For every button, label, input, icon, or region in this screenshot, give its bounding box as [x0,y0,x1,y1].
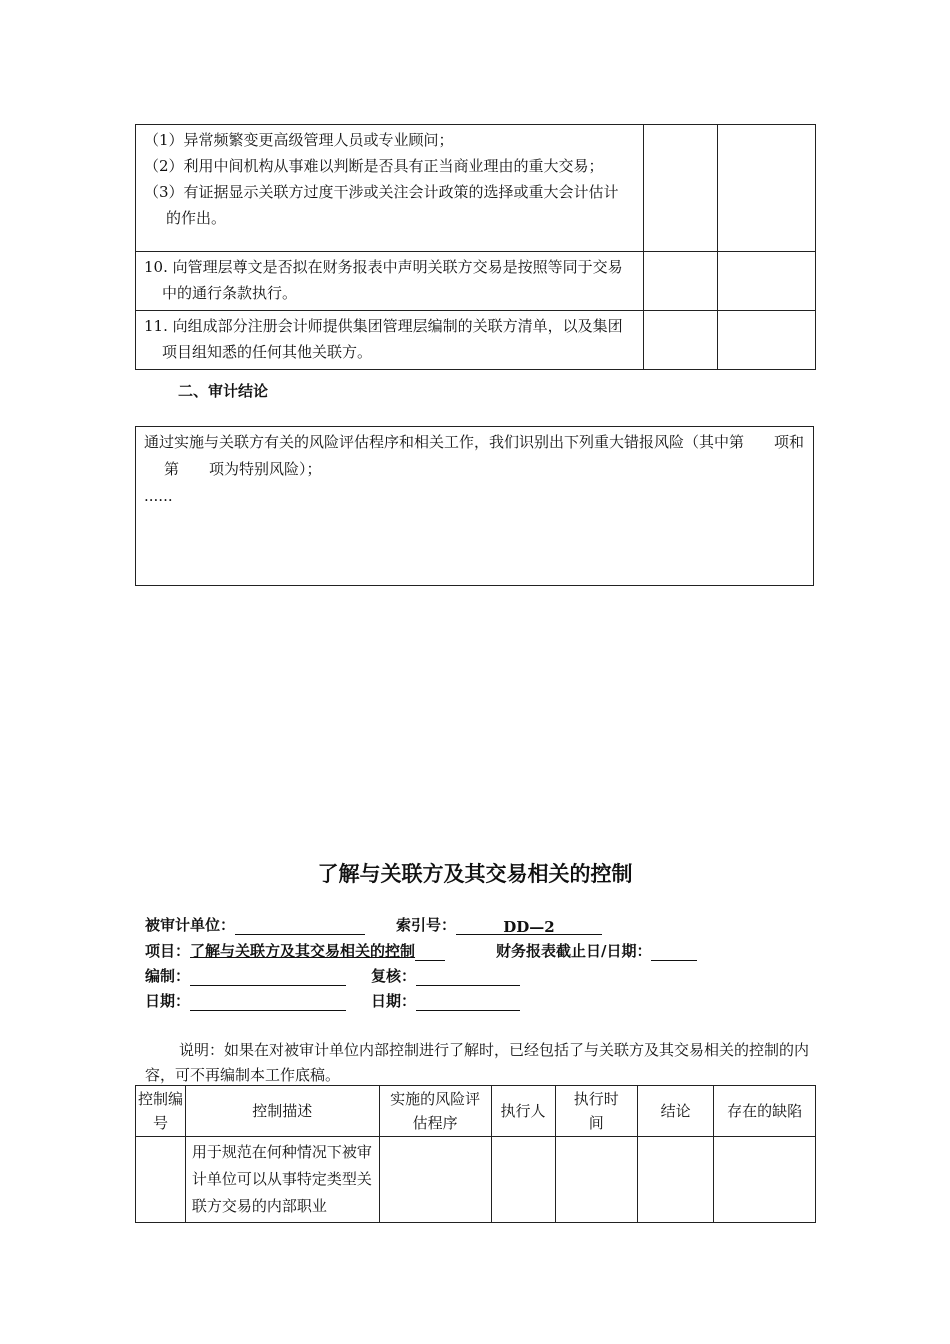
page-title: 了解与关联方及其交易相关的控制 [317,861,633,886]
project-field-tail [415,944,445,961]
date-field [190,994,346,1011]
list-item: （3）有证据显示关联方过度干涉或关注会计政策的选择或重大会计估计的作出。 [144,183,619,227]
reviewed-label: 复核： [371,967,417,985]
date-label-2: 日期： [371,992,417,1010]
checklist-item-11: 11. 向组成部分注册会计师提供集团管理层编制的关联方清单，以及集团项目组知悉的任何其他关联方。 [136,311,644,370]
empty-cell [644,311,718,370]
list-item: （2）利用中间机构从事难以判断是否具有正当商业理由的重大交易； [144,157,604,175]
index-line [396,914,602,935]
conclusion-text: 通过实施与关联方有关的风险评估程序和相关工作，我们识别出下列重大错报风险（其中第 项和第 项为特别风险）； [144,433,805,478]
prepared-field [190,969,346,986]
empty-cell [644,252,718,311]
index-value: DD—2 [503,918,555,936]
empty-cell [637,1137,713,1223]
empty-cell [718,252,816,311]
project-line [145,940,445,961]
note-text: 说明：如果在对被审计单位内部控制进行了解时，已经包括了与关联方及其交易相关的控制的内容，可不再编制本工作底稿。 [145,1041,810,1084]
project-label: 项目： [145,942,191,960]
empty-cell [714,1137,816,1223]
prepared-label: 编制： [145,967,191,985]
header-cell: 执行人 [491,1086,555,1137]
audited-unit-field [235,918,365,935]
audited-unit-label: 被审计单位： [145,916,236,934]
conclusion-box [135,426,814,586]
empty-cell [718,311,816,370]
checklist-table [135,124,816,370]
period-line [496,940,697,961]
reviewed-field [416,969,520,986]
checklist-item-10: 10. 向管理层尊文是否拟在财务报表中声明关联方交易是按照等同于交易中的通行条款执行。 [136,252,644,311]
empty-cell [136,1137,186,1223]
header-cell: 执行时间 [555,1086,637,1137]
prepared-line [145,965,346,986]
project-value: 了解与关联方及其交易相关的控制 [190,942,416,960]
header-cell: 结论 [637,1086,713,1137]
index-label: 索引号： [396,916,457,934]
header-cell: 存在的缺陷 [714,1086,816,1137]
reviewed-line [371,965,520,986]
table-row [136,311,816,370]
table-row [136,252,816,311]
table-row [136,1137,816,1223]
section-heading: 二、审计结论 [178,382,269,400]
table-header-row [136,1086,816,1137]
index-field [456,918,602,935]
empty-cell [644,125,718,252]
conclusion-ellipsis: ...... [144,487,173,505]
date-field-2 [416,994,520,1011]
header-cell: 控制描述 [185,1086,379,1137]
header-cell: 实施的风险评估程序 [379,1086,491,1137]
header-cell: 控制编号 [136,1086,186,1137]
empty-cell [491,1137,555,1223]
checklist-item-group [136,125,644,252]
control-description-cell: 用于规范在何种情况下被审计单位可以从事特定类型关联方交易的内部职业 [185,1137,379,1223]
empty-cell [718,125,816,252]
empty-cell [555,1137,637,1223]
period-field [651,944,697,961]
date-line-2 [371,990,520,1011]
table-row [136,125,816,252]
list-item: （1）异常频繁变更高级管理人员或专业顾问； [144,131,454,149]
empty-cell [379,1137,491,1223]
date-label: 日期： [145,992,191,1010]
audited-unit-line [145,914,365,935]
period-label: 财务报表截止日/日期： [496,942,652,960]
control-table [135,1085,816,1223]
date-line [145,990,346,1011]
